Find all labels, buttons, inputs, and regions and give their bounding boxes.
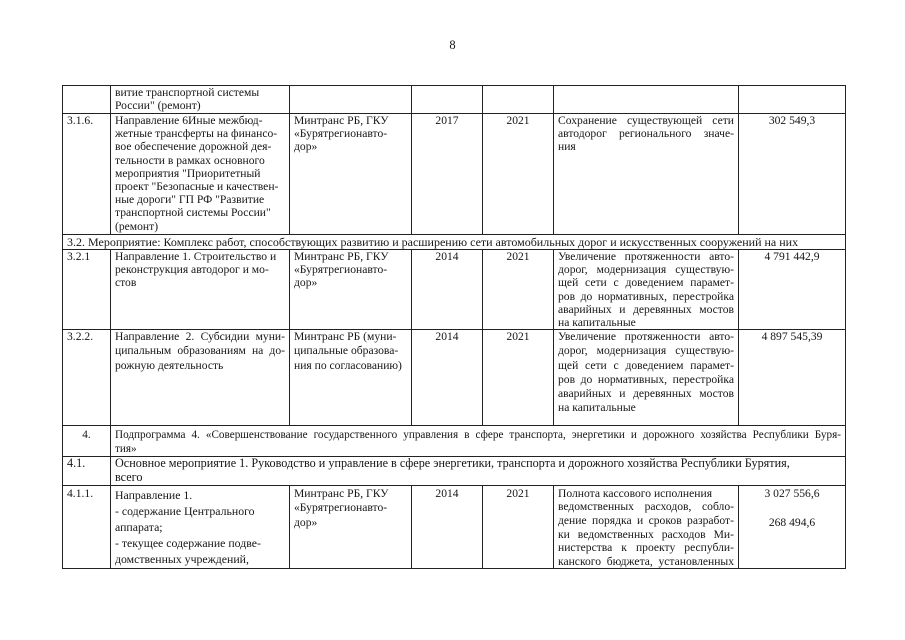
amount-value: 268 494,6 (768, 516, 816, 530)
result-line: ки ведомственных расходов Ми- (558, 527, 734, 541)
executor-line: дор» (294, 276, 318, 290)
executor-line: дор» (294, 515, 318, 529)
subprogram-title-line: Подпрограмма 4. «Совершенствование государственного управления в сфере транспорта, энергетики и дорожного хозяйства Республики Буря- (115, 429, 841, 442)
name-line: тельности в рамках основного (115, 153, 265, 167)
start-year-cell (412, 114, 483, 235)
name-cell (111, 114, 290, 235)
program-table (62, 85, 846, 569)
table-row-continuation (63, 86, 846, 114)
executor-line: дор» (294, 140, 318, 154)
end-year: 2021 (506, 250, 530, 263)
name-cell (111, 86, 290, 114)
executor-cell (290, 485, 412, 569)
name-cell (111, 250, 290, 330)
table-row-subprogram-4 (63, 426, 846, 457)
main-event-title-line: всего (115, 470, 143, 485)
name-line: стов (115, 276, 137, 290)
table-row-3-2-2 (63, 330, 846, 426)
amount-cell (739, 330, 846, 426)
end-year-cell (483, 114, 554, 235)
amount-cell (739, 250, 846, 330)
number-cell (63, 330, 111, 426)
row-number: 4. (82, 429, 91, 442)
name-line: вое обеспечение дорожной дея- (115, 140, 272, 154)
start-year: 2014 (435, 330, 459, 344)
executor-line: Минтранс РБ, ГКУ (294, 486, 389, 500)
name-line: реконструкция автодорог и мо- (115, 263, 269, 277)
end-year: 2021 (506, 114, 530, 127)
name-line: Направление 1. Строительство и (115, 250, 277, 263)
amount-value: 3 027 556,6 (764, 486, 820, 500)
amount-cell (739, 86, 846, 114)
table-row-3-2-1 (63, 250, 846, 330)
name-line: проект "Безопасные и качествен- (115, 180, 279, 194)
start-year-cell (412, 330, 483, 426)
result-cell (554, 485, 739, 569)
amount-value: 4 897 545,39 (761, 330, 823, 344)
number-cell (63, 250, 111, 330)
result-cell (554, 114, 739, 235)
name-cell (111, 485, 290, 569)
result-line: на капитальные (558, 316, 636, 330)
executor-line: ния по согласованию) (294, 358, 402, 372)
result-line: щей сети с доведением парамет- (558, 358, 734, 372)
name-line: - содержание Центрального (115, 503, 255, 518)
name-line: мероприятия "Приоритетный (115, 166, 261, 180)
result-line: нистерства к проекту республи- (558, 541, 734, 555)
start-year: 2014 (435, 250, 459, 263)
name-line: России" (ремонт) (115, 99, 201, 113)
result-line: ведомственных расходов, собло- (558, 500, 734, 514)
name-cell (111, 330, 290, 426)
result-line: дение порядка и сроков разработ- (558, 514, 734, 527)
start-year: 2017 (435, 114, 459, 127)
executor-cell (290, 86, 412, 114)
end-year-cell (483, 485, 554, 569)
start-year-cell (412, 485, 483, 569)
end-year-cell (483, 250, 554, 330)
result-line: дорог, модернизация существую- (558, 344, 734, 358)
name-line: - текущее содержание подве- (115, 535, 261, 550)
result-line: Увеличение протяженности авто- (558, 330, 734, 344)
end-year: 2021 (506, 486, 530, 500)
result-line: ров до нормативных, перестройка (558, 372, 734, 386)
amount-value: 302 549,3 (768, 114, 816, 127)
row-number: 4.1. (67, 456, 86, 471)
name-line: аппарата; (115, 519, 163, 534)
result-line: Увеличение протяженности авто- (558, 250, 734, 263)
executor-line: «Бурятрегионавто- (294, 501, 388, 515)
amount-cell (739, 485, 846, 569)
end-year-cell (483, 330, 554, 426)
name-line: жетные трансферты на финансо- (115, 127, 278, 141)
number-cell (63, 86, 111, 114)
section-cell (63, 235, 846, 250)
result-line: ния (558, 140, 576, 154)
result-line: дорог, модернизация существую- (558, 263, 734, 277)
main-event-title-line: Основное мероприятие 1. Руководство и управление в сфере энергетики, транспорта и дорожного хозяйства Республики Бурятия, (115, 456, 790, 471)
section-title: 3.2. Мероприятие: Комплекс работ, способствующих развитию и расширению сети автомобильных дорог и искусственных сооружений на них (67, 235, 799, 249)
start-year: 2014 (435, 486, 459, 500)
result-cell (554, 250, 739, 330)
name-line: рожную деятельность (115, 358, 224, 372)
name-line: ципальным образованиям на до- (115, 344, 285, 358)
name-line: Направление 6Иные межбюд- (115, 114, 263, 127)
subprogram-title-cell (111, 426, 846, 457)
executor-cell (290, 330, 412, 426)
row-number: 3.2.2. (67, 330, 94, 344)
result-line: аварийных и деревянных мостов (558, 387, 734, 401)
executor-line: Минтранс РБ, ГКУ (294, 114, 389, 127)
name-line: витие транспортной системы (115, 86, 260, 99)
name-line: домственных учреждений, (115, 551, 249, 566)
result-line: аварийных и деревянных мостов (558, 302, 734, 316)
number-cell (63, 426, 111, 457)
number-cell (63, 485, 111, 569)
end-year: 2021 (506, 330, 530, 344)
executor-line: Минтранс РБ, ГКУ (294, 250, 389, 263)
executor-cell (290, 250, 412, 330)
table-row-4-1-1 (63, 485, 846, 569)
row-number: 4.1.1. (67, 486, 94, 500)
result-line: канского бюджета, установленных (558, 554, 734, 568)
name-line: ные дороги" ГП РФ "Развитие (115, 193, 265, 207)
name-line: транспортной системы России" (115, 206, 271, 220)
name-line: Направление 1. (115, 487, 193, 502)
result-line: на капитальные (558, 401, 636, 415)
main-event-title-cell (111, 457, 846, 486)
executor-line: ципальные образова- (294, 344, 399, 358)
table-row-3-1-6 (63, 114, 846, 235)
result-line: Полнота кассового исполнения (558, 486, 713, 500)
executor-line: «Бурятрегионавто- (294, 263, 388, 277)
number-cell (63, 457, 111, 486)
executor-cell (290, 114, 412, 235)
result-cell (554, 330, 739, 426)
executor-line: «Бурятрегионавто- (294, 127, 388, 141)
name-line: Направление 2. Субсидии муни- (115, 330, 285, 344)
amount-value: 4 791 442,9 (764, 250, 820, 263)
page-number: 8 (449, 38, 456, 52)
end-year-cell (483, 86, 554, 114)
table-row-main-event-4-1 (63, 457, 846, 486)
number-cell (63, 114, 111, 235)
result-line: Сохранение существующей сети (558, 114, 734, 127)
subprogram-title-line: тия» (115, 443, 137, 456)
row-number: 3.2.1 (67, 250, 91, 263)
amount-cell (739, 114, 846, 235)
result-line: щей сети с доведением парамет- (558, 276, 734, 290)
row-number: 3.1.6. (67, 114, 94, 127)
start-year-cell (412, 250, 483, 330)
name-line: (ремонт) (115, 219, 159, 233)
table-section-3-2 (63, 235, 846, 250)
result-line: автодорог регионального значе- (558, 127, 734, 141)
start-year-cell (412, 86, 483, 114)
executor-line: Минтранс РБ (муни- (294, 330, 397, 344)
result-line: ров до нормативных, перестройка (558, 289, 734, 303)
result-cell (554, 86, 739, 114)
